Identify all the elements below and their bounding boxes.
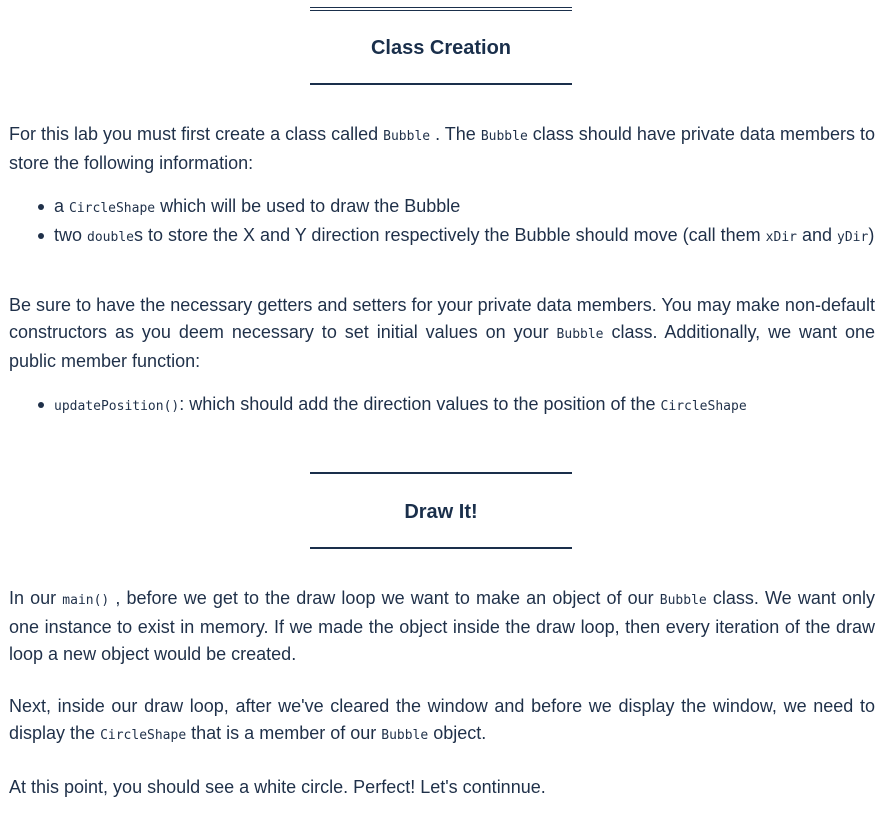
list-item bbox=[54, 222, 875, 251]
text: Be sure to have the necessary getters and setters for your private data members. You may make non-default constructors as you deem necessary to set initial values on your bbox=[9, 295, 875, 342]
section-heading-draw-it: Draw It! bbox=[404, 501, 478, 523]
text: ) bbox=[868, 225, 875, 245]
code-circleshape: CircleShape bbox=[660, 399, 747, 414]
text: that is a member of our bbox=[186, 723, 382, 743]
code-bubble: Bubble bbox=[556, 327, 604, 342]
top-double-rule bbox=[310, 7, 572, 11]
text: : which should add the direction values to the position of the bbox=[179, 394, 661, 414]
list-item bbox=[54, 391, 875, 420]
code-circleshape: CircleShape bbox=[100, 728, 187, 743]
text: class. Additionally, we want one public member function: bbox=[9, 322, 876, 371]
code-bubble: Bubble bbox=[383, 129, 431, 144]
text: and bbox=[796, 225, 838, 245]
text: two bbox=[54, 225, 88, 245]
text: . The bbox=[430, 124, 481, 144]
intro-paragraph bbox=[9, 121, 875, 177]
text: which will be used to draw the Bubble bbox=[155, 196, 461, 216]
text: object. bbox=[428, 723, 487, 743]
text: In our bbox=[9, 588, 63, 608]
text: , before we get to the draw loop we want to make an object of our bbox=[109, 588, 660, 608]
draw-paragraph-3: At this point, you should see a white circle. Perfect! Let's continnue. bbox=[9, 777, 546, 797]
getters-setters-paragraph bbox=[9, 292, 875, 375]
code-updateposition: updatePosition() bbox=[54, 399, 180, 414]
code-circleshape: CircleShape bbox=[69, 201, 156, 216]
list-item bbox=[54, 193, 875, 222]
section2-underline-rule bbox=[310, 547, 572, 549]
code-double: double bbox=[87, 230, 134, 245]
section-heading-class-creation: Class Creation bbox=[370, 37, 512, 59]
member-functions-list bbox=[9, 391, 875, 420]
text: class. We want only one instance to exist in memory. If we made the object inside the draw loop, then every iteration of the draw loop a new object would be created. bbox=[9, 588, 876, 664]
text: For this lab you must first create a class called bbox=[9, 124, 384, 144]
code-xdir: xDir bbox=[765, 230, 797, 245]
heading-underline-rule bbox=[310, 83, 572, 85]
text: s to store the X and Y direction respectively the Bubble should move (call them bbox=[133, 225, 766, 245]
text: Next, inside our draw loop, after we've cleared the window and before we display the window, we need to display the bbox=[9, 696, 875, 743]
draw-paragraph-2 bbox=[9, 693, 875, 749]
data-members-list bbox=[9, 193, 875, 251]
code-bubble: Bubble bbox=[381, 728, 429, 743]
text: a bbox=[54, 196, 70, 216]
code-ydir: yDir bbox=[837, 230, 869, 245]
section2-top-rule bbox=[310, 472, 572, 474]
code-bubble: Bubble bbox=[480, 129, 528, 144]
code-main: main() bbox=[62, 593, 110, 608]
text: class should have private data members to store the following information: bbox=[9, 124, 875, 173]
code-bubble: Bubble bbox=[659, 593, 707, 608]
draw-paragraph-1 bbox=[9, 585, 875, 668]
